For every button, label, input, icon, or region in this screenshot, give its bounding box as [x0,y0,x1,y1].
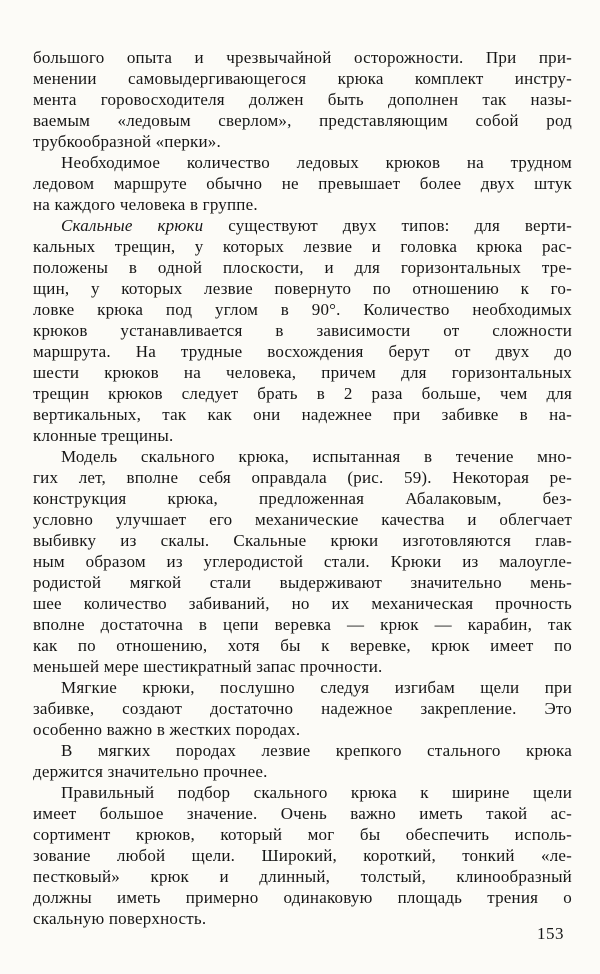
text-line: крюков устанавливается в зависимости от сложности [33,321,572,340]
text-line: ловке крюка под углом в 90°. Количество необходимых [33,300,572,319]
text-line [33,215,572,236]
text-line: менении самовыдергивающегося крюка комплект инстру- [33,69,572,88]
text-line: сортимент крюков, который мог бы обеспечить исполь- [33,825,572,844]
text-line: вертикальных, так как они надежнее при забивке в на- [33,405,572,424]
text-line: Правильный подбор скального крюка к ширине щели [61,783,572,802]
text-line: имеет большое значение. Очень важно иметь такой ас- [33,804,572,823]
text-line: ным образом из углеродистой стали. Крюки из малоугле- [33,552,572,571]
italic-term: Скальные крюки [61,216,204,235]
text-line: мента горовосходителя должен быть дополнен так назы- [33,90,572,109]
text-line: выбивку из скалы. Скальные крюки изготовляются глав- [33,531,572,550]
text-line: родистой мягкой стали выдерживают значительно мень- [33,573,572,592]
text-line: забивке, создают достаточно надежное закрепление. Это [33,699,572,718]
paragraph [33,782,572,929]
text-line: Необходимое количество ледовых крюков на трудном [61,153,572,172]
paragraph [33,446,572,677]
text-line: Модель скального крюка, испытанная в течение мно- [61,447,572,466]
text-line: трещин крюков следует брать в 2 раза больше, чем для [33,384,572,403]
text-line: конструкция крюка, предложенная Абалаковым, без- [33,489,572,508]
text-line: клонные трещины. [33,426,174,445]
text-line: гих лет, вполне себя оправдала (рис. 59). Некоторая ре- [33,468,572,487]
text-line: трубкообразной «перки». [33,132,221,151]
text-line: должны иметь примерно одинаковую площадь трения о [33,888,572,907]
text-line: положены в одной плоскости, и для горизонтальных тре- [33,258,572,277]
text-line: шее количество забиваний, но их механическая прочность [33,594,572,613]
text-line: особенно важно в жестких породах. [33,720,301,739]
text-line: ледовом маршруте обычно не превышает более двух штук [33,174,572,193]
text-line: как по отношению, хотя бы к веревке, крюк имеет по [33,636,572,655]
text-line: скальную поверхность. [33,909,207,928]
text-line: на каждого человека в группе. [33,195,258,214]
text-line: В мягких породах лезвие крепкого стального крюка [61,741,572,760]
text-line: держится значительно прочнее. [33,762,268,781]
text-line: Мягкие крюки, послушно следуя изгибам щели при [61,678,572,697]
text-line: вполне достаточна в цепи веревка — крюк — карабин, так [33,615,572,634]
text-line: кальных трещин, у которых лезвие и головка крюка рас- [33,237,572,256]
text-line: меньшей мере шестикратный запас прочности. [33,657,383,676]
page-number: 153 [537,924,564,943]
text-line: маршрута. На трудные восхождения берут от двух до [33,342,572,361]
paragraph [33,215,572,446]
text-line: щин, у которых лезвие повернуто по отношению к го- [33,279,572,298]
paragraph [33,740,572,782]
text-line: зование любой щели. Широкий, короткий, тонкий «ле- [33,846,572,865]
text-line: шести крюков на человека, причем для горизонтальных [33,363,572,382]
paragraph [33,47,572,152]
text-line: ваемым «ледовым сверлом», представляющим собой род [33,111,572,130]
paragraph [33,152,572,215]
text-line: большого опыта и чрезвычайной осторожности. При при- [33,48,572,67]
text-line: условно улучшает его механические качества и облегчает [33,510,572,529]
text-line: пестковый» крюк и длинный, толстый, клинообразный [33,867,572,886]
text-run: существуют двух типов: для верти- [203,216,572,235]
paragraph [33,677,572,740]
